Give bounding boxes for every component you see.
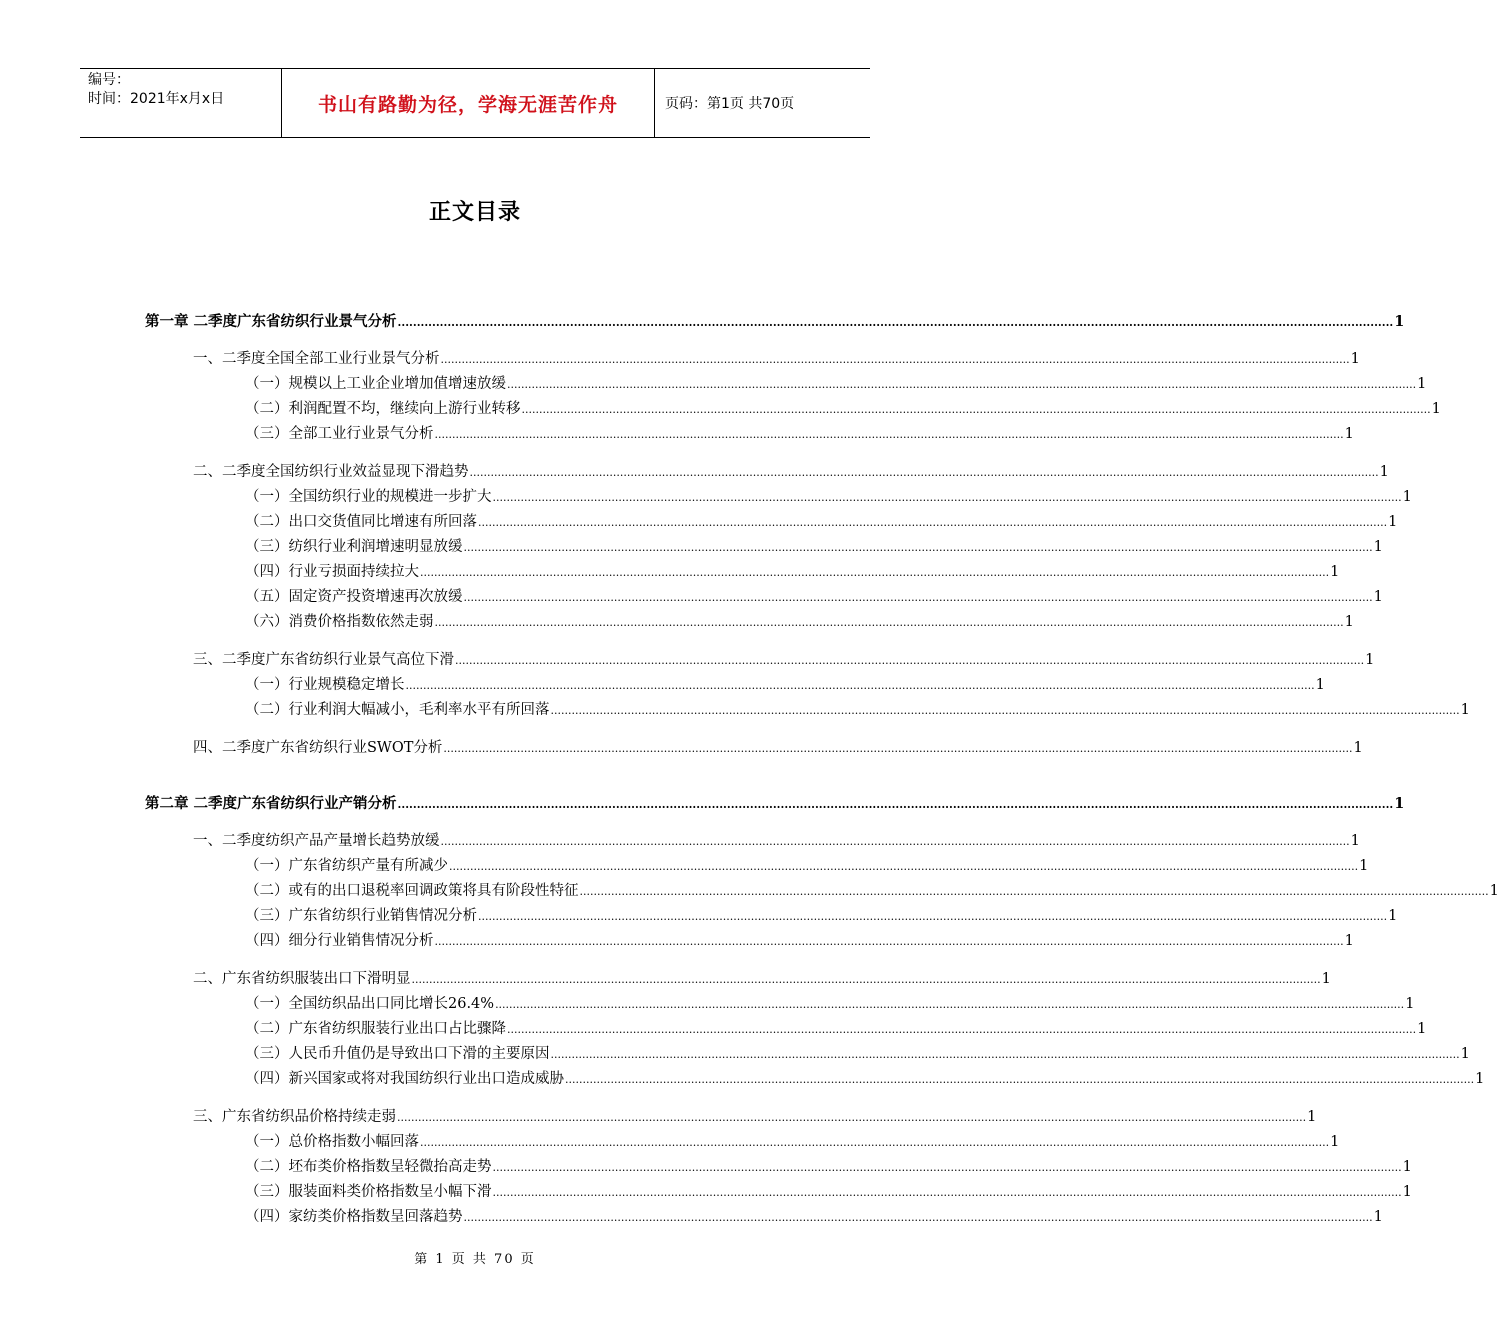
toc-entry[interactable] <box>245 399 1441 420</box>
toc-entry-page: 1 <box>1460 702 1470 718</box>
toc-entry-title: 一、二季度全国全部工业行业景气分析 <box>193 351 440 367</box>
toc-entry-title: （四）行业亏损面持续拉大 <box>245 564 419 580</box>
toc-entry-title: （二）利润配置不均，继续向上游行业转移 <box>245 401 521 417</box>
toc-entry-title: （六）消费价格指数依然走弱 <box>245 614 434 630</box>
toc-entry-page: 1 <box>1321 971 1331 987</box>
toc-entry-title: （一）全国纺织行业的规模进一步扩大 <box>245 489 492 505</box>
toc-entry-page: 1 <box>1359 858 1369 874</box>
toc-leader-dots: .................................................................................................................................................................................................................................................................... <box>463 1211 1373 1224</box>
toc-entry[interactable] <box>245 1132 1340 1153</box>
toc-entry-page: 1 <box>1315 677 1325 693</box>
toc-entry-title: 三、二季度广东省纺织行业景气高位下滑 <box>193 652 454 668</box>
toc-entry[interactable] <box>245 1069 1485 1090</box>
toc-entry-page: 1 <box>1344 426 1354 442</box>
toc-entry[interactable] <box>245 1207 1383 1228</box>
toc-leader-dots: .................................................................................................................................................................................................................................................................... <box>420 566 1330 579</box>
toc-entry-title: （一）全国纺织品出口同比增长26.4% <box>245 996 495 1012</box>
toc-leader-dots: .................................................................................................................................................................................................................................................................... <box>449 860 1359 873</box>
toc-entry-title: （二）广东省纺织服装行业出口占比骤降 <box>245 1021 506 1037</box>
toc-entry[interactable] <box>245 1182 1412 1203</box>
toc-leader-dots: .................................................................................................................................................................................................................................................................... <box>397 1111 1307 1124</box>
toc-leader-dots: .................................................................................................................................................................................................................................................................... <box>397 798 1394 811</box>
toc-entry-title: 二、二季度全国纺织行业效益显现下滑趋势 <box>193 464 469 480</box>
toc-entry-page: 1 <box>1405 996 1415 1012</box>
toc-entry-page: 1 <box>1402 1159 1412 1175</box>
toc-entry-title: （四）家纺类价格指数呈回落趋势 <box>245 1209 463 1225</box>
toc-entry-title: 四、二季度广东省纺织行业SWOT分析 <box>193 740 443 756</box>
toc-entry-title: （三）人民币升值仍是导致出口下滑的主要原因 <box>245 1046 550 1062</box>
toc-leader-dots: .................................................................................................................................................................................................................................................................... <box>434 616 1344 629</box>
toc-leader-dots: .................................................................................................................................................................................................................................................................... <box>492 1161 1402 1174</box>
page-footer: 第 1 页 共 70 页 <box>414 1252 536 1267</box>
toc-entry-page: 1 <box>1431 401 1441 417</box>
toc-leader-dots: .................................................................................................................................................................................................................................................................... <box>469 466 1379 479</box>
toc-leader-dots: .................................................................................................................................................................................................................................................................... <box>420 1136 1330 1149</box>
toc-leader-dots: .................................................................................................................................................................................................................................................................... <box>492 1186 1402 1199</box>
toc-entry-title: 二、广东省纺织服装出口下滑明显 <box>193 971 411 987</box>
toc-entry[interactable] <box>245 931 1354 952</box>
toc-entry-title: （二）坯布类价格指数呈轻微抬高走势 <box>245 1159 492 1175</box>
toc-entry[interactable] <box>245 1019 1427 1040</box>
toc-entry-title: （二）出口交货值同比增速有所回落 <box>245 514 477 530</box>
toc-entry-title: （四）细分行业销售情况分析 <box>245 933 434 949</box>
toc-entry[interactable] <box>193 969 1331 990</box>
header-meta <box>80 69 282 137</box>
toc-entry[interactable] <box>245 612 1354 633</box>
header-page-info: 页码：第1页 共70页 <box>665 96 795 112</box>
toc-entry-title: （一）规模以上工业企业增加值增速放缓 <box>245 376 506 392</box>
toc-entry-title: 第一章 二季度广东省纺织行业景气分析 <box>145 313 397 330</box>
toc-entry-page: 1 <box>1344 614 1354 630</box>
toc-leader-dots: .................................................................................................................................................................................................................................................................... <box>492 491 1402 504</box>
toc-entry-title: （三）服装面料类价格指数呈小幅下滑 <box>245 1184 492 1200</box>
toc-entry-page: 1 <box>1373 589 1383 605</box>
toc-leader-dots: .................................................................................................................................................................................................................................................................... <box>434 428 1344 441</box>
toc-entry-title: （四）新兴国家或将对我国纺织行业出口造成威胁 <box>245 1071 564 1087</box>
toc-entry-title: （三）全部工业行业景气分析 <box>245 426 434 442</box>
toc-entry-title: 第二章 二季度广东省纺织行业产销分析 <box>145 795 397 812</box>
toc-leader-dots: .................................................................................................................................................................................................................................................................... <box>550 1048 1460 1061</box>
toc-leader-dots: .................................................................................................................................................................................................................................................................... <box>397 316 1394 329</box>
toc-entry[interactable] <box>245 537 1383 558</box>
toc-entry[interactable] <box>145 312 1405 333</box>
toc-leader-dots: .................................................................................................................................................................................................................................................................... <box>565 1073 1475 1086</box>
toc-leader-dots: .................................................................................................................................................................................................................................................................... <box>550 704 1460 717</box>
toc-entry[interactable] <box>245 994 1415 1015</box>
toc-entry[interactable] <box>245 587 1383 608</box>
document-time-label: 时间：2021年x月x日 <box>88 91 225 107</box>
toc-entry[interactable] <box>245 512 1398 533</box>
toc-leader-dots: .................................................................................................................................................................................................................................................................... <box>405 679 1315 692</box>
toc-entry-title: （一）广东省纺织产量有所减少 <box>245 858 448 874</box>
toc-entry-page: 1 <box>1417 1021 1427 1037</box>
toc-entry-page: 1 <box>1388 908 1398 924</box>
toc-leader-dots: .................................................................................................................................................................................................................................................................... <box>579 885 1489 898</box>
page-header <box>80 68 870 138</box>
toc-entry-page: 1 <box>1402 1184 1412 1200</box>
toc-leader-dots: .................................................................................................................................................................................................................................................................... <box>455 654 1365 667</box>
toc-entry-title: （二）行业利润大幅减小，毛利率水平有所回落 <box>245 702 550 718</box>
toc-entry[interactable] <box>145 794 1405 815</box>
toc-entry-page: 1 <box>1417 376 1427 392</box>
toc-entry[interactable] <box>193 1107 1317 1128</box>
toc-entry[interactable] <box>193 738 1363 759</box>
toc-entry[interactable] <box>245 1044 1470 1065</box>
toc-entry-page: 1 <box>1489 883 1499 899</box>
toc-entry[interactable] <box>245 424 1354 445</box>
toc-entry[interactable] <box>245 881 1499 902</box>
toc-entry[interactable] <box>245 1157 1412 1178</box>
toc-leader-dots: .................................................................................................................................................................................................................................................................... <box>507 1023 1417 1036</box>
toc-entry-title: （一）总价格指数小幅回落 <box>245 1134 419 1150</box>
toc-leader-dots: .................................................................................................................................................................................................................................................................... <box>463 591 1373 604</box>
toc-entry-title: （三）纺织行业利润增速明显放缓 <box>245 539 463 555</box>
toc-leader-dots: .................................................................................................................................................................................................................................................................... <box>440 353 1350 366</box>
toc-leader-dots: .................................................................................................................................................................................................................................................................... <box>478 516 1388 529</box>
toc-entry-page: 1 <box>1353 740 1363 756</box>
header-motto: 书山有路勤为径，学海无涯苦作舟 <box>282 69 655 137</box>
toc-entry[interactable] <box>245 700 1470 721</box>
toc-leader-dots: .................................................................................................................................................................................................................................................................... <box>434 935 1344 948</box>
page-title: 正文目录 <box>428 200 521 225</box>
toc-entry-page: 1 <box>1402 489 1412 505</box>
toc-leader-dots: .................................................................................................................................................................................................................................................................... <box>507 378 1417 391</box>
toc-entry-page: 1 <box>1394 795 1405 812</box>
toc-entry-title: 一、二季度纺织产品产量增长趋势放缓 <box>193 833 440 849</box>
toc-entry-title: （五）固定资产投资增速再次放缓 <box>245 589 463 605</box>
toc-entry-page: 1 <box>1373 539 1383 555</box>
toc-entry-page: 1 <box>1350 351 1360 367</box>
toc-entry[interactable] <box>193 349 1360 370</box>
toc-entry[interactable] <box>245 562 1340 583</box>
toc-leader-dots: .................................................................................................................................................................................................................................................................... <box>521 403 1431 416</box>
toc-leader-dots: .................................................................................................................................................................................................................................................................... <box>411 973 1321 986</box>
toc-entry-page: 1 <box>1330 1134 1340 1150</box>
toc-entry-title: （二）或有的出口退税率回调政策将具有阶段性特征 <box>245 883 579 899</box>
toc-entry-page: 1 <box>1379 464 1389 480</box>
toc-leader-dots: .................................................................................................................................................................................................................................................................... <box>463 541 1373 554</box>
toc-entry[interactable] <box>245 487 1412 508</box>
toc-entry-page: 1 <box>1373 1209 1383 1225</box>
toc-entry-title: （一）行业规模稳定增长 <box>245 677 405 693</box>
toc-entry[interactable] <box>245 374 1427 395</box>
toc-entry-page: 1 <box>1307 1109 1317 1125</box>
toc-leader-dots: .................................................................................................................................................................................................................................................................... <box>440 835 1350 848</box>
toc-leader-dots: .................................................................................................................................................................................................................................................................... <box>495 998 1405 1011</box>
toc-entry-page: 1 <box>1344 933 1354 949</box>
toc-entry[interactable] <box>245 906 1398 927</box>
toc-entry-page: 1 <box>1330 564 1340 580</box>
toc-entry[interactable] <box>245 856 1369 877</box>
toc-entry-page: 1 <box>1394 313 1405 330</box>
toc-entry-page: 1 <box>1365 652 1375 668</box>
toc-entry-title: （三）广东省纺织行业销售情况分析 <box>245 908 477 924</box>
document-number-label: 编号： <box>88 72 130 88</box>
toc-leader-dots: .................................................................................................................................................................................................................................................................... <box>443 742 1353 755</box>
toc-entry-page: 1 <box>1460 1046 1470 1062</box>
toc-entry[interactable] <box>193 462 1389 483</box>
toc-entry[interactable] <box>193 650 1375 671</box>
toc-leader-dots: .................................................................................................................................................................................................................................................................... <box>478 910 1388 923</box>
toc-entry[interactable] <box>245 675 1325 696</box>
toc-entry[interactable] <box>193 831 1360 852</box>
toc-entry-page: 1 <box>1475 1071 1485 1087</box>
toc-entry-page: 1 <box>1350 833 1360 849</box>
toc-entry-page: 1 <box>1388 514 1398 530</box>
toc-entry-title: 三、广东省纺织品价格持续走弱 <box>193 1109 396 1125</box>
